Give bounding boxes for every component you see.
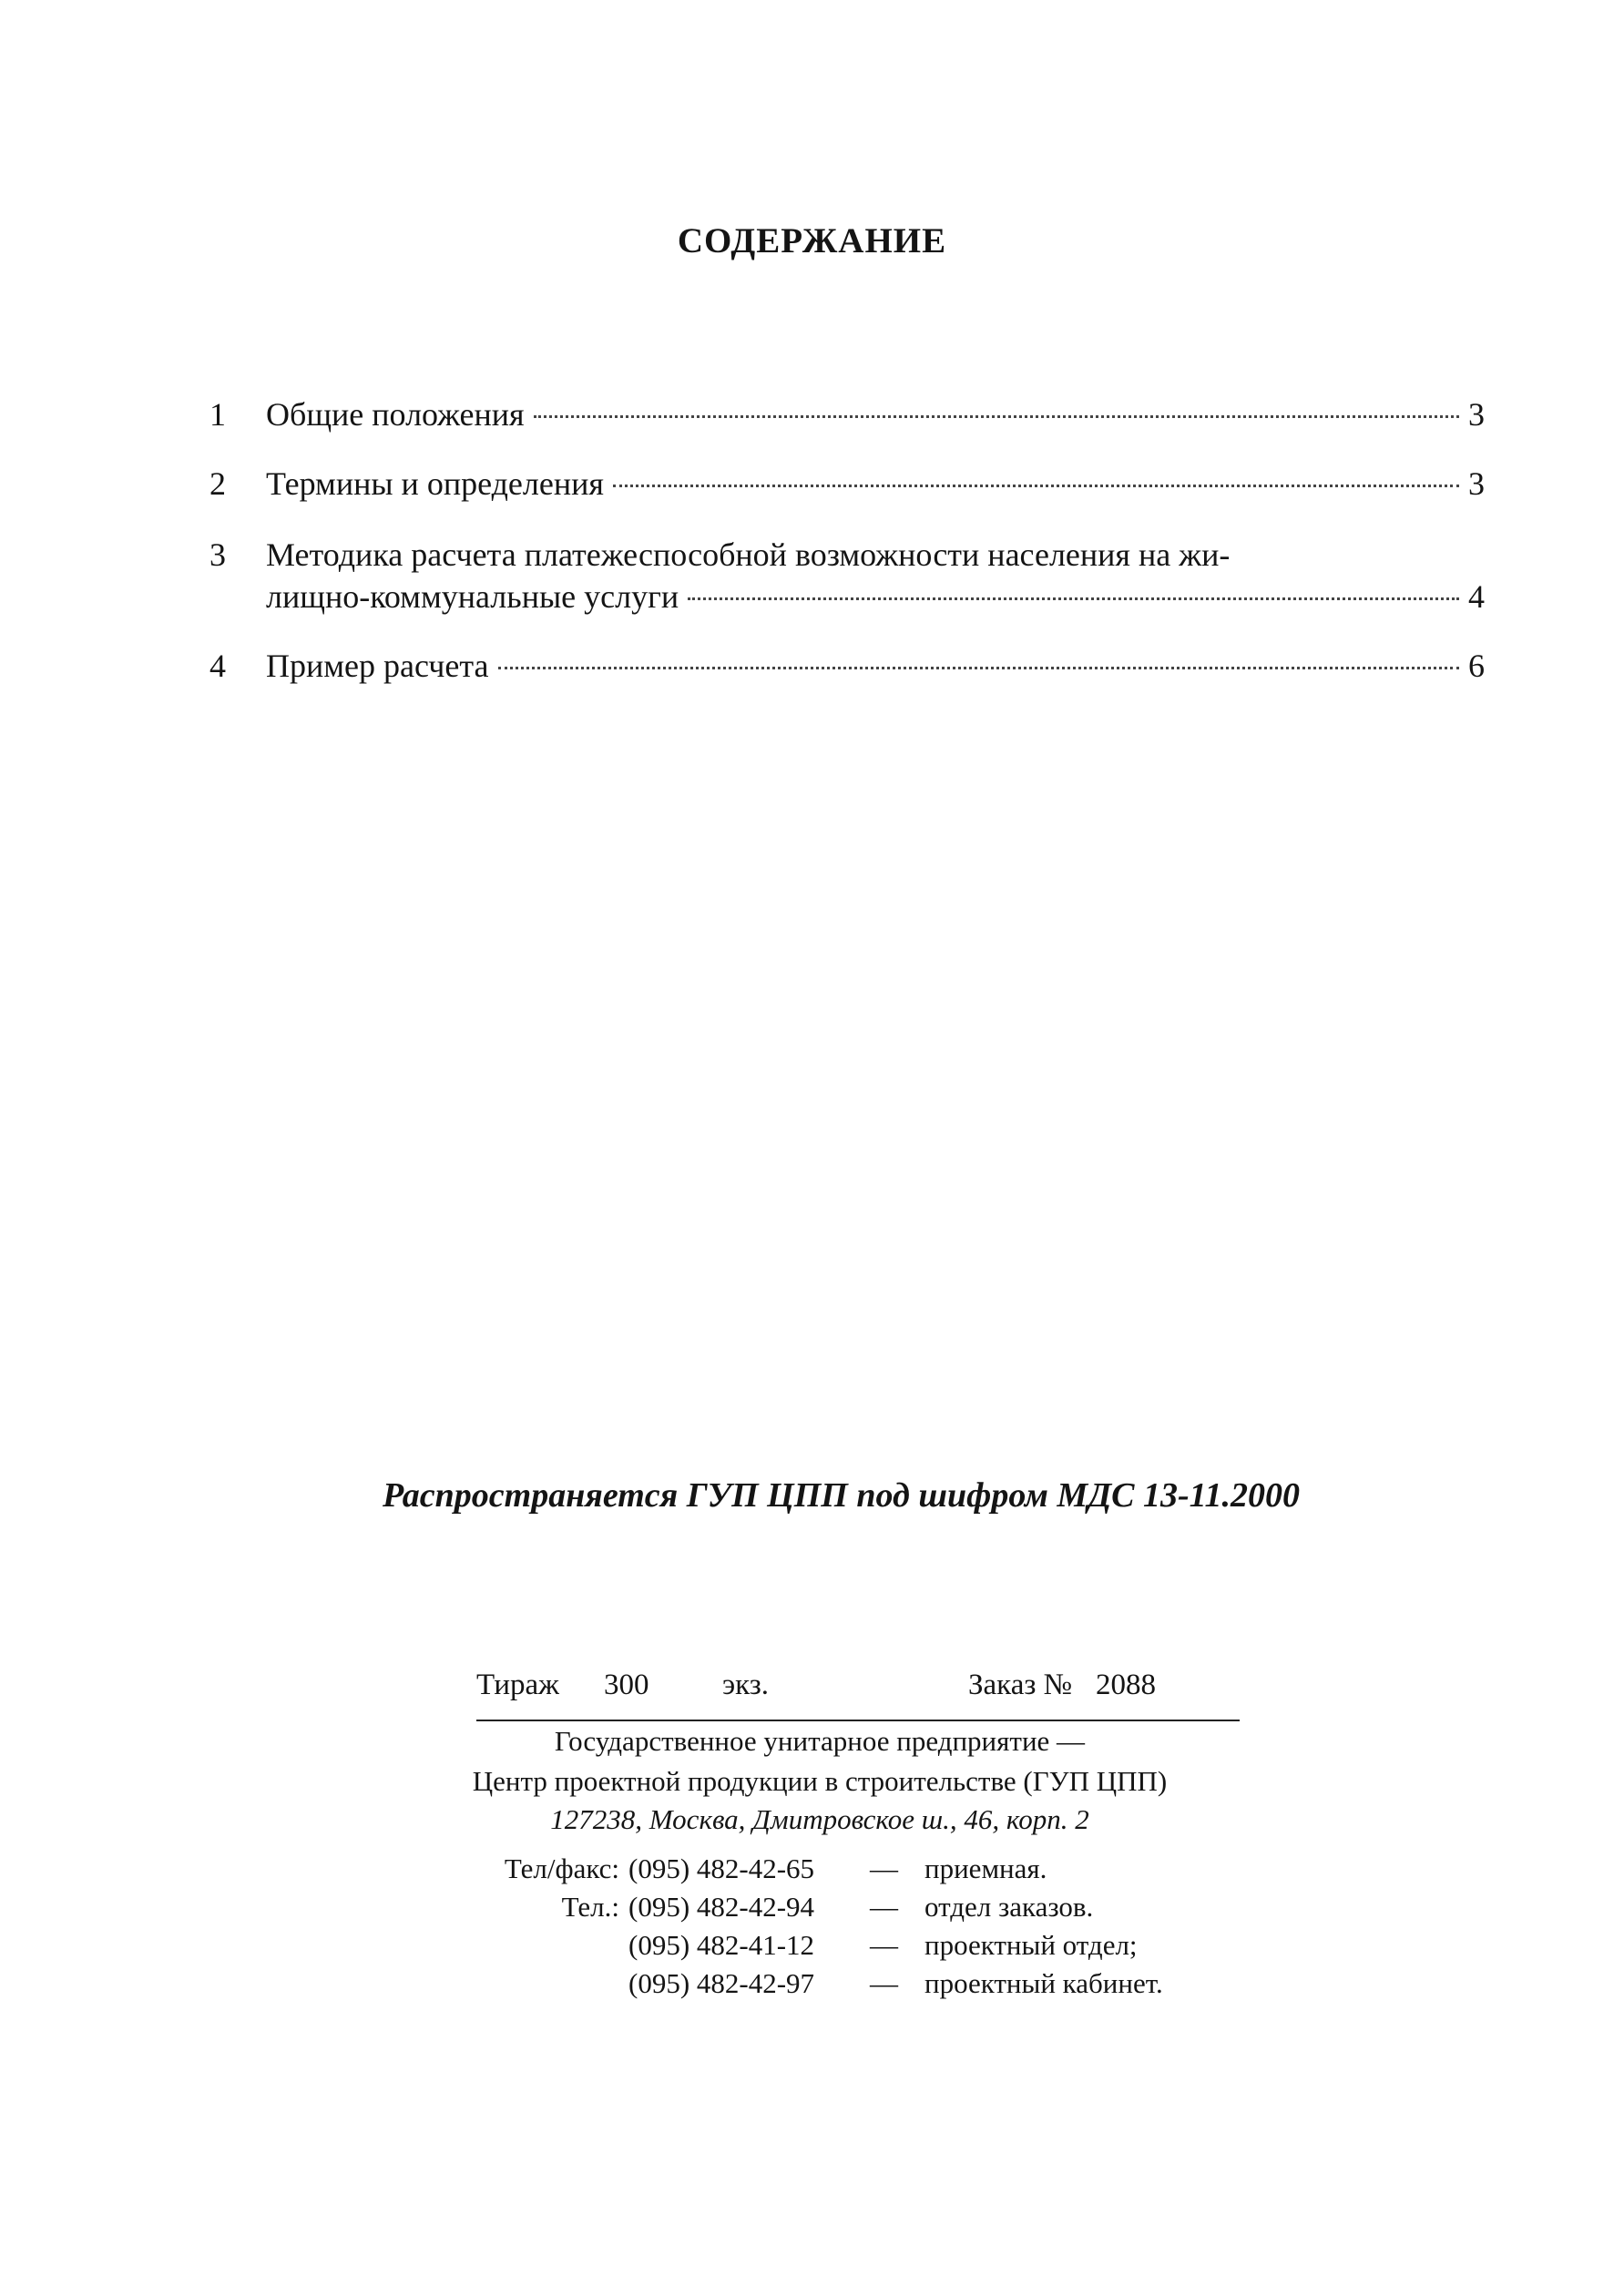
toc-leader-dots: [613, 484, 1459, 487]
contact-dash: —: [870, 1852, 898, 1884]
contact-phone[interactable]: (095) 482-42-97: [628, 1967, 815, 1999]
toc-title-line-1: Методика расчета платежеспособной возможности населения на жи-: [266, 536, 1231, 573]
toc-number: 3: [209, 536, 226, 573]
contact-phone[interactable]: (095) 482-42-94: [628, 1891, 815, 1923]
toc-number: 2: [209, 465, 226, 502]
contact-description: проектный кабинет.: [924, 1967, 1163, 1999]
toc-leader-dots: [534, 414, 1459, 418]
toc-page-number: 6: [1468, 648, 1485, 684]
contact-dash: —: [870, 1967, 898, 1999]
print-run-unit: экз.: [722, 1669, 770, 1701]
toc-page-number: 3: [1468, 396, 1485, 433]
divider: [476, 1720, 1240, 1721]
toc-number: 4: [209, 648, 226, 684]
publisher-line-2: Центр проектной продукции в строительстве (ГУП ЦПП): [472, 1765, 1168, 1797]
toc-page-number: 4: [1468, 578, 1485, 615]
contact-dash: —: [870, 1929, 898, 1961]
contact-description: отдел заказов.: [924, 1891, 1094, 1923]
toc-leader-dots: [498, 666, 1460, 669]
contact-dash: —: [870, 1891, 898, 1923]
contact-label: Тел/факс:: [504, 1852, 619, 1884]
publisher-line-1: Государственное унитарное предприятие —: [554, 1725, 1086, 1757]
toc-title: Термины и определения: [266, 465, 604, 502]
print-run-label: Тираж: [476, 1669, 559, 1701]
toc-number: 1: [209, 396, 226, 433]
toc-title: Пример расчета: [266, 648, 489, 684]
contact-phone[interactable]: (095) 482-41-12: [628, 1929, 815, 1961]
page-title: СОДЕРЖАНИЕ: [677, 221, 947, 260]
publisher-address: 127238, Москва, Дмитровское ш., 46, корп. 2: [550, 1803, 1089, 1835]
toc-title-line-2: лищно-коммунальные услуги: [266, 578, 679, 615]
contact-phone[interactable]: (095) 482-42-65: [628, 1852, 815, 1884]
toc-leader-dots: [688, 597, 1459, 600]
toc-page-number: 3: [1468, 465, 1485, 502]
contact-label: Тел.:: [561, 1891, 619, 1923]
contact-description: проектный отдел;: [924, 1929, 1138, 1961]
distribution-note: Распространяется ГУП ЦПП под шифром МДС 13-11.2000: [383, 1476, 1301, 1515]
toc-title: Общие положения: [266, 396, 525, 433]
order-value: 2088: [1096, 1669, 1156, 1701]
order-label: Заказ №: [968, 1669, 1073, 1701]
print-run-value: 300: [604, 1669, 649, 1701]
contact-description: приемная.: [924, 1852, 1047, 1884]
